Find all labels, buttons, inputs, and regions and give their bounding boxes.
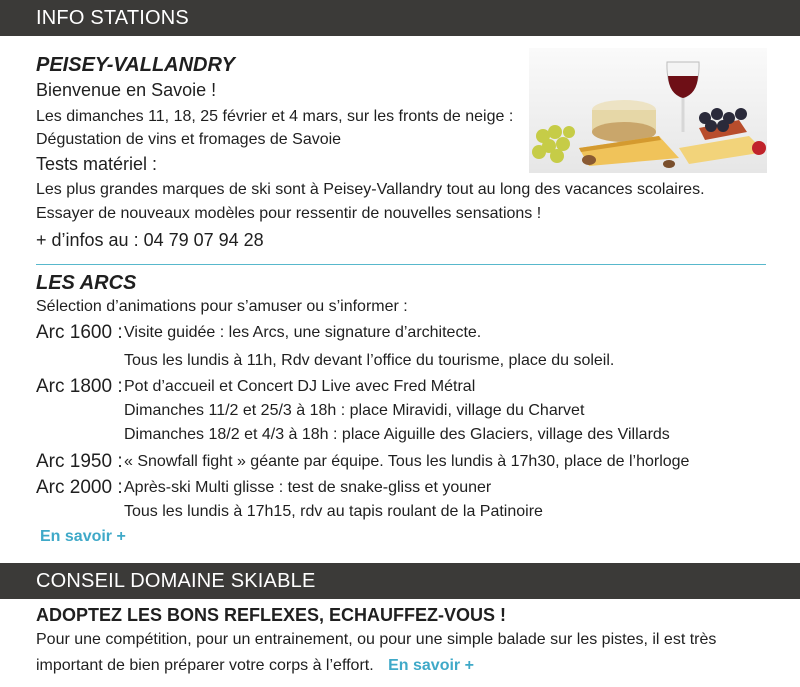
- arc-1950-line1: « Snowfall fight » géante par équipe. Tous les lundis à 17h30, place de l’horloge: [124, 453, 690, 470]
- conseil-title: ADOPTEZ LES BONS REFLEXES, ECHAUFFEZ-VOUS !: [36, 605, 507, 625]
- arc-1800-line3: Dimanches 18/2 et 4/3 à 18h : place Aiguille des Glaciers, village des Villards: [124, 426, 670, 443]
- peisey-title: PEISEY-VALLANDRY: [36, 54, 235, 76]
- arc-1600-line1: Visite guidée : les Arcs, une signature d’architecte.: [124, 324, 482, 341]
- wine-cheese-illustration: [529, 48, 767, 173]
- arc-1600-label: Arc 1600 :: [36, 322, 123, 343]
- section-header-label: CONSEIL DOMAINE SKIABLE: [36, 570, 316, 592]
- peisey-infos-phone: + d’infos au : 04 79 07 94 28: [36, 230, 264, 250]
- section-header-label: INFO STATIONS: [36, 7, 189, 29]
- arc-1800-line1: Pot d’accueil et Concert DJ Live avec Fred Métral: [124, 378, 476, 395]
- section-header-info-stations: [0, 0, 800, 36]
- arc-1950-label: Arc 1950 :: [36, 451, 123, 472]
- peisey-tests-line2: Essayer de nouveaux modèles pour ressentir de nouvelles sensations !: [36, 205, 542, 222]
- arcs-more-link[interactable]: En savoir +: [40, 528, 126, 545]
- arc-1800-line2: Dimanches 11/2 et 25/3 à 18h : place Miravidi, village du Charvet: [124, 402, 585, 419]
- peisey-dates: Les dimanches 11, 18, 25 février et 4 mars, sur les fronts de neige :: [36, 108, 514, 125]
- arc-2000-line1: Après-ski Multi glisse : test de snake-gliss et youner: [124, 479, 492, 496]
- conseil-more-link[interactable]: En savoir +: [388, 657, 474, 674]
- conseil-line2: [36, 657, 474, 675]
- arcs-title: LES ARCS: [36, 272, 137, 294]
- arc-1600-line2: Tous les lundis à 11h, Rdv devant l’office du tourisme, place du soleil.: [124, 352, 615, 369]
- peisey-tasting: Dégustation de vins et fromages de Savoie: [36, 131, 342, 148]
- peisey-welcome: Bienvenue en Savoie !: [36, 80, 217, 100]
- arc-2000-label: Arc 2000 :: [36, 477, 123, 498]
- section-header-conseil: [0, 563, 800, 599]
- conseil-line1: Pour une compétition, pour un entrainement, ou pour une simple balade sur les pistes, il est très: [36, 631, 717, 648]
- arc-2000-line2: Tous les lundis à 17h15, rdv au tapis roulant de la Patinoire: [124, 503, 543, 520]
- arcs-intro: Sélection d’animations pour s’amuser ou s’informer :: [36, 298, 408, 315]
- conseil-line2-text: important de bien préparer votre corps à l’effort.: [36, 657, 374, 674]
- wine-and-cheese-photo: [529, 48, 767, 173]
- peisey-tests-line1: Les plus grandes marques de ski sont à Peisey-Vallandry tout au long des vacances scolaires.: [36, 181, 705, 198]
- arc-1800-label: Arc 1800 :: [36, 376, 123, 397]
- section-divider: [36, 264, 766, 265]
- peisey-tests-title: Tests matériel :: [36, 154, 158, 174]
